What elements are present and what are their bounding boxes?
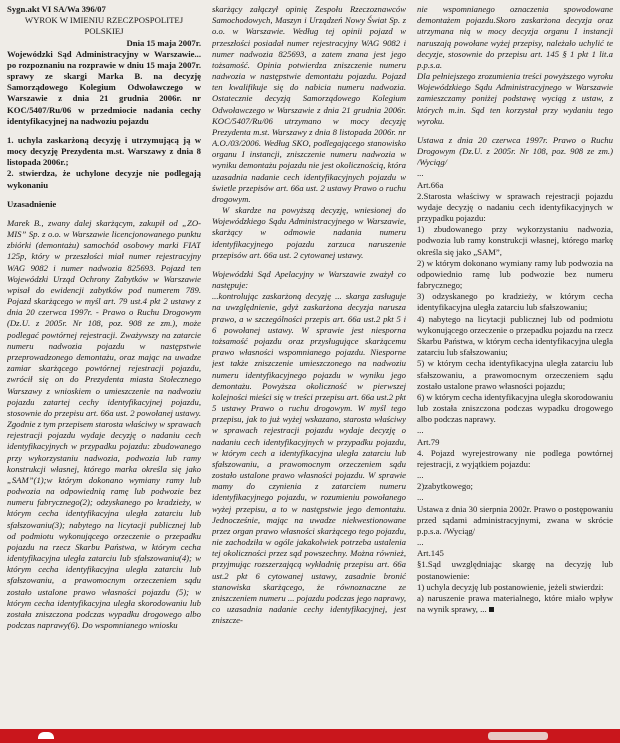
verdict-date: Dnia 15 maja 2007r. (126, 37, 201, 48)
strip-graphic (488, 732, 548, 740)
statute-title-ppsa: Ustawa z dnia 30 sierpnia 2002r. Prawo o postępowaniu przed sądami administracyjnymi, zwana w skrócie p.p.s.a. /Wyciąg/ (417, 503, 613, 536)
article-145-item-a (417, 593, 613, 615)
editorial-note: Dla pełniejszego zrozumienia treści powyższego wyroku Wojewódzkiego Sądu Administracyjnego w Warszawie zamieszczamy poniżej podstawę wyciąg z ustaw, z których m.in. Sąd ten korzystał przy wydaniu tego wyroku. (417, 71, 613, 126)
column-1 (7, 4, 201, 725)
article-66a-item-2: 2) w którym dokonano wymiany ramy lub podwozia na odpowiednio ramę lub podwozie bez numeru fabrycznego; (417, 257, 613, 291)
verdict-heading-line1: WYROK W IMIENIU RZECZPOSPOLITEJ (24, 15, 184, 26)
article-66a-item-5: 5) w którym cecha identyfikacyjna uległa zatarciu lub sfałszowaniu, a prawomocnym orzeczeniem sądu zostało ustalone prawo własności pojazdu; (417, 358, 613, 391)
bottom-red-strip (0, 729, 620, 743)
court-considered: Wojewódzki Sąd Apelacyjny w Warszawie zważył co następuje: (212, 268, 406, 291)
article-66a-heading: Art.66a (417, 179, 444, 190)
ellipsis: ... (417, 537, 424, 548)
case-signature: Sygn.akt VI SA/Wa 396/07 (7, 4, 106, 14)
ellipsis: ... (417, 425, 424, 436)
statute-title-traffic: Ustawa z dnia 20 czerwca 1997r. Prawo o Ruchu Drogowym (Dz.U. z 2005r. Nr 108, poz. 908 ze zm.) /Wyciąg/ (417, 134, 613, 168)
article-66a-par-2: 2.Starosta właściwy w sprawach rejestracji pojazdu wydaje decyzję o nadaniu cech identyfikacyjnych w przypadku pojazdu: (417, 190, 613, 224)
verdict-lead: Wojewódzki Sąd Administracyjny w Warszawie... po rozpoznaniu na rozprawie w dniu 15 maja 2007r. sprawy ze skargi Marka B. na decyzję Samorządowego Kolegium Odwoławczego w Warszawie z dnia 21 grudnia 2006r. nr KOC/5407/Ru/06 w przedmiocie nadania cechy identyfikacyjnej na nadwoziu pojazdu (7, 48, 201, 126)
article-145-par-1: §1.Sąd uwzględniając skargę na decyzję lub postanowienie: (417, 559, 613, 581)
court-reasoning: ...kontrolując zaskarżoną decyzję ... skarga zasługuje na uwzględnienie, gdyż zaskarżona decyzja narusza prawo, a w szczególności przepis art. 66a ust.2 pkt 5 i 6 powołanej ustawy. W sprawie jest niesporna tożsamość pojazdu oraz przysługujące skarżącemu prawo własności wspomnianego pojazdu. Niesporne jest także zniszczenie umieszczonego na nadwoziu numeru identyfikacyjnego pojazdu w wyniku jego demontażu. Powyższa okoliczność w pierwszej kolejności mieści się w treści przepisu art. 66a ust.2 pkt 5 ustawy Prawo o ruchu drogowym. W myśl tego przepisu, jak to już wyżej wskazano, starosta właściwy w sprawach rejestracji pojazdu wydaje decyzję o nadaniu cech identyfikacyjnych w przypadku pojazdu, w którym cech a identyfikacyjna uległa zatarciu lub sfałszowaniu, a prawomocnym orzeczeniem sądu zostało ustalone prawo własności pojazdu. W sprawie mamy do czynienia z zatarciem numeru identyfikacyjnego pojazdu, w rozumieniu powołanego wyżej przepisu, a to w następstwie jego demontażu. Jednocześnie, mając na uwadze niekwestionowane przez organ prawo własności skarżącego tego pojazdu, nie zachodziła w ogóle jakakolwiek potrzeba ustalenia tej okoliczności przez sąd powszechny. Można również, przyjmując rozszerzającą wykładnię przepisu art. 66a ust.2 pkt 6 cytowanej ustawy, zasadnie bronić stanowiska skarżącego, że równoznaczne ze zniszczeniem numeru ... pojazdu podczas jego naprawy, co uzasadnia nadanie cechy identyfikacyjnej, jest zniszcze- (212, 291, 406, 626)
article-145-heading: Art.145 (417, 548, 444, 559)
column-3 (417, 4, 613, 725)
justification-continued: skarżący załączył opinię Zespołu Rzeczoznawców Samochodowych, Maszyn i Urządzeń Nowy Świat Sp. z o.o. w Warszawie. Według tej opinii pojazd w przeszłości posiadał numer rejestracyjny WAG 9082 i numer nadwozia 825693, a zatem znana jest jego tożsamość. Opinia potwierdza zniszczenie numeru nadwozia w następstwie demontażu pojazdu. Pojazd ten kwalifikuje się do nabicia numeru nadwozia. Ostatecznie decyzją Samorządowego Kolegium Odwoławczego w Warszawie z dnia 21 grudnia 2006r. KOC/5407/Ru/06 utrzymano w mocy decyzję Prezydenta m.st. Warszawy z dnia 8 listopada 2006r. nr A.O./03/2006. Według SKO, podlegającego stanowisko organu I instancji, zniszczenie numeru nadwozia w wyniku demontażu pojazdu nie jest okolicznością, która uzasadnia nadanie cech identyfikacyjnych pojazdu w świetle przepisów art. 66a ust. 2 ustawy Prawo o ruchu drogowym. (212, 4, 406, 204)
article-66a-item-6: 6) w którym cecha identyfikacyjna uległa skorodowaniu lub została zniszczona podczas wypadku drogowego albo podczas naprawy. (417, 391, 613, 425)
conclusion-paragraph: nie wspomnianego oznaczenia spowodowane demontażem pojazdu.Skoro zaskarżona decyzja oraz utrzymana nią w mocy decyzja organu I instancji naruszają powołane wyżej przepisy, należało uchylić te decyzje, stosownie do przepisu art. 145 § 1 pkt 1 lit.a p.p.s.a. (417, 4, 613, 70)
end-of-article-mark (489, 607, 494, 612)
strip-logo-mark (38, 732, 54, 739)
ellipsis: ... (417, 168, 424, 179)
column-2 (212, 4, 406, 725)
section-heading-uzasadnienie: Uzasadnienie (7, 198, 57, 209)
article-79-item-2: 2)zabytkowego; (417, 481, 473, 492)
verdict-heading-line2: POLSKIEJ (84, 26, 124, 37)
article-145-item-1: 1) uchyla decyzję lub postanowienie, jeżeli stwierdzi: (417, 581, 604, 592)
article-79-par-4: 4. Pojazd wyrejestrowany nie podlega powtórnej rejestracji, z wyjątkiem pojazdu: (417, 447, 613, 469)
article-66a-item-4: 4) nabytego na licytacji publicznej lub od podmiotu wykonującego orzeczenie o przepadku pojazdu na rzecz Skarbu Państwa, w którym cecha identyfikacyjna uległa zatarciu lub sfałszowaniu; (417, 313, 613, 358)
verdict-point-1: 1. uchyla zaskarżoną decyzję i utrzymującą ją w mocy decyzję Prezydenta m.st. Warszawy z dnia 8 listopada 2006r.; (7, 134, 201, 168)
article-66a-item-1: 1) zbudowanego przy wykorzystaniu nadwozia, podwozia lub ramy konstrukcji własnej, którego markę określa się jako „SAM”, (417, 224, 613, 257)
justification-text: Marek B., zwany dalej skarżącym, zakupił od „ZO-MIS” Sp. z o.o. w Warszawie licencjonowanego punktu zbiórki (demontażu) samochód osobowy marki FIAT 125p, który w przeszłości miał numer rejestracyjny WAG 9082 i numer nadwozia 825693. Pojazd ten Wojewódzki Urząd Ochrony Zabytków w Warszawie wpisał do ewidencji zabytków pod numerem 789. Pojazd skarżącego w myśl art. 79 ust.4 pkt 2 ustawy z dnia 20 czerwca 1997r. - Prawo o Ruchu Drogowym (Dz.U. z 2005r. Nr 108, poz. 908 ze zm.), może podlegać powtórnej rejestracji. Zważywszy na zatarcie numeru nadwozia pojazdu w następstwie przeprowadzonego demontażu, oraz mając na uwadze zamiar skarżącego powtórnej rejestracji pojazdu, zwrócił się on do Prezydenta miasta Stołecznego Warszawy z wnioskiem o umieszczenie na nadwoziu pojazdu zatartej cechy identyfikacyjnej pojazdu, stosownie do przepisu art. 66a ust. 2 powołanej ustawy. Zgodnie z tym przepisem starosta właściwy w sprawach rejestracji pojazdu wydaje decyzję o nadaniu cech identyfikacyjnych w przypadku pojazdu: zbudowanego przy wykorzystaniu nadwozia, podwozia lub ramy konstrukcji własnej, którego marka określa się jako „SAM”(1);w którym dokonano wymiany ramy lub podwozia na odpowiednią ramę lub podwozie bez numeru fabrycznego(2); odzyskanego po kradzieży, w którym cecha identyfikacyjna uległa zatarciu lub sfałszowaniu(3); nabytego na licytacji publicznej lub od podmiotu wykonującego orzeczenie o przepadku pojazdu na rzecz Skarbu Państwa, w którym cecha identyfikacyjna uległa zatarciu lub sfałszowaniu(4); w którym cecha identyfikacyjna uległa zatarciu lub sfałszowaniu, a prawomocnym orzeczeniem sądu zostało ustalone prawo własności pojazdu (5); w którym cecha identyfikacyjna uległa skorodowaniu lub została zniszczona podczas wypadku drogowego albo podczas naprawy(6). Do wspomnianego wniosku (7, 217, 201, 631)
ellipsis: ... (417, 492, 424, 503)
complaint-paragraph: W skardze na powyższą decyzję, wniesionej do Wojewódzkiego Sądu Administracyjnego w Warszawie, skarżący w odmowie nadania numeru identyfikacyjnego pojazdu zarzuca naruszenie przepisów art. 66a ust. 2 cytowanej ustawy. (212, 205, 406, 260)
article-145-item-a-text: a) naruszenie prawa materialnego, które miało wpływ na wynik sprawy, ... (417, 592, 613, 615)
verdict-point-2: 2. stwierdza, że uchylone decyzje nie podlegają wykonaniu (7, 168, 201, 190)
article-79-heading: Art.79 (417, 436, 440, 447)
article-66a-item-3: 3) odzyskanego po kradzieży, w którym cecha identyfikacyjna uległa zatarciu lub sfałszowaniu; (417, 291, 613, 313)
ellipsis: ... (417, 470, 424, 481)
